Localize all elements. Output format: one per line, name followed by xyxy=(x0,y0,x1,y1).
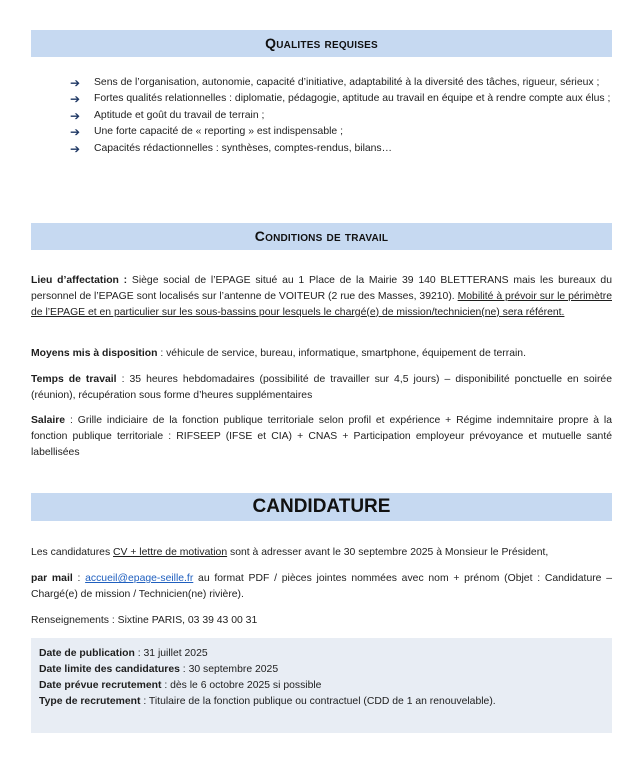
mail-label: par mail xyxy=(31,573,73,584)
lieu-affectation-paragraph: Lieu d’affectation : Siège social de l’EPAGE situé au 1 Place de la Mairie 39 140 BLETTERANS mais les bureaux du personnel de l’EPAGE sont localisés sur l’antenne de VOITEUR (2 rue des Masses, 39210). Mobilité à prévoir sur le périmètre de l’EPAGE et en particulier sur les sous-bassins pour lesquels le chargé(e) de mission/technicien(ne) sera référent. xyxy=(31,275,612,318)
moyens-label: Moyens mis à disposition xyxy=(31,348,158,359)
temps-paragraph: Temps de travail : 35 heures hebdomadaires (possibilité de travailler sur 4,5 jours) – disponibilité ponctuelle en soirée (réunion), récupération sous forme d’heures supplémentaires xyxy=(31,374,612,401)
recrutement-line: Date prévue recrutement : dès le 6 octobre 2025 si possible xyxy=(39,680,322,691)
temps-label: Temps de travail xyxy=(31,374,117,385)
section-banner-candidature xyxy=(31,493,612,521)
renseignements-text: Renseignements : Sixtine PARIS, 03 39 43 00 31 xyxy=(31,615,258,626)
mobilite-note: Mobilité à prévoir sur le périmètre de l’EPAGE et en particulier sur les sous-bassins pour lesquels le chargé(e) de mission/technicien(ne) sera référent. xyxy=(31,290,612,318)
list-item: ➔ Fortes qualités relationnelles : diplomatie, pédagogie, aptitude au travail en équipe et à rendre compte aux élus ; xyxy=(70,92,611,107)
email-link[interactable]: accueil@epage-seille.fr xyxy=(85,573,194,584)
section-title-conditions: Conditions de travail xyxy=(254,228,389,244)
lieu-label: Lieu d’affectation : xyxy=(31,275,128,286)
section-banner-conditions xyxy=(31,223,612,250)
arrow-right-icon: ➔ xyxy=(70,108,81,123)
arrow-right-icon: ➔ xyxy=(70,125,81,140)
section-banner-qualites xyxy=(31,30,612,57)
candidature-intro: Les candidatures CV + lettre de motivation sont à adresser avant le 30 septembre 2025 à Monsieur le Président, xyxy=(31,547,549,558)
arrow-right-icon: ➔ xyxy=(70,141,81,156)
section-title-qualites: Qualites requises xyxy=(265,35,378,51)
dates-info-box xyxy=(31,638,612,733)
publication-line: Date de publication : 31 juillet 2025 xyxy=(39,648,208,659)
list-item: ➔ Capacités rédactionnelles : synthèses, comptes-rendus, bilans… xyxy=(70,141,393,156)
salaire-paragraph: Salaire : Grille indiciaire de la fonction publique territoriale selon profil et expérience + Régime indemnitaire propre à la fonction publique territoriale : RIFSEEP (IFSE et CIA) + CNAS + Participation employeur prévoyance et mutuelle santé labellisées xyxy=(31,415,612,458)
list-item: ➔ Une forte capacité de « reporting » est indispensable ; xyxy=(70,125,343,140)
cv-lettre-text: CV + lettre de motivation xyxy=(113,547,228,558)
limite-line: Date limite des candidatures : 30 septembre 2025 xyxy=(39,664,279,675)
section-title-candidature: CANDIDATURE xyxy=(252,496,391,517)
mail-paragraph: par mail : accueil@epage-seille.fr au format PDF / pièces jointes nommées avec nom + prénom (Objet : Candidature – Chargé(e) de mission / Technicien(ne) rivière). xyxy=(31,573,612,600)
type-line: Type de recrutement : Titulaire de la fonction publique ou contractuel (CDD de 1 an renouvelable). xyxy=(39,696,496,707)
arrow-right-icon: ➔ xyxy=(70,76,81,90)
list-item: ➔ Sens de l’organisation, autonomie, capacité d’initiative, adaptabilité à la diversité des tâches, rigueur, sérieux ; xyxy=(70,76,600,90)
arrow-right-icon: ➔ xyxy=(70,92,81,107)
qualites-list xyxy=(70,76,612,158)
salaire-label: Salaire xyxy=(31,415,66,426)
list-item: ➔ Aptitude et goût du travail de terrain ; xyxy=(70,108,265,123)
moyens-paragraph: Moyens mis à disposition : véhicule de service, bureau, informatique, smartphone, équipement de terrain. xyxy=(31,348,526,359)
